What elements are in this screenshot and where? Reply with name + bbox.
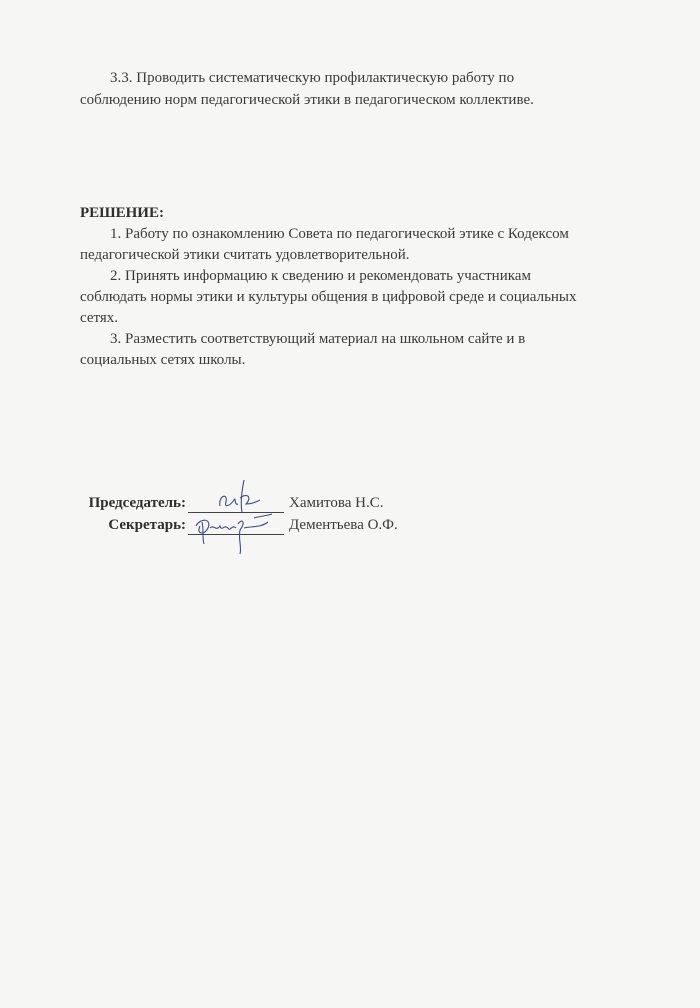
secretary-label: Секретарь:	[108, 517, 186, 533]
chair-name: Хамитова Н.С.	[289, 495, 384, 511]
secretary-name: Дементьева О.Ф.	[289, 517, 398, 533]
chair-label: Председатель:	[88, 495, 186, 511]
item-3-3-line2: соблюдению норм педагогической этики в педагогическом коллективе.	[80, 92, 534, 108]
decision-item-1-line2: педагогической этики считать удовлетворительной.	[80, 247, 410, 263]
decision-item-2-line1: 2. Принять информацию к сведению и рекомендовать участникам	[110, 268, 531, 284]
decision-item-3-line1: 3. Разместить соответствующий материал на школьном сайте и в	[110, 331, 526, 347]
decision-item-2-line2: соблюдать нормы этики и культуры общения в цифровой среде и социальных	[80, 289, 577, 305]
decision-heading: РЕШЕНИЕ:	[80, 205, 164, 221]
decision-item-3-line2: социальных сетях школы.	[80, 352, 246, 368]
secretary-signature-icon	[190, 508, 285, 556]
decision-item-2-line3: сетях.	[80, 310, 119, 326]
decision-item-1-line1: 1. Работу по ознакомлению Совета по педагогической этике с Кодексом	[110, 226, 569, 242]
item-3-3-line1: 3.3. Проводить систематическую профилактическую работу по	[110, 70, 515, 86]
